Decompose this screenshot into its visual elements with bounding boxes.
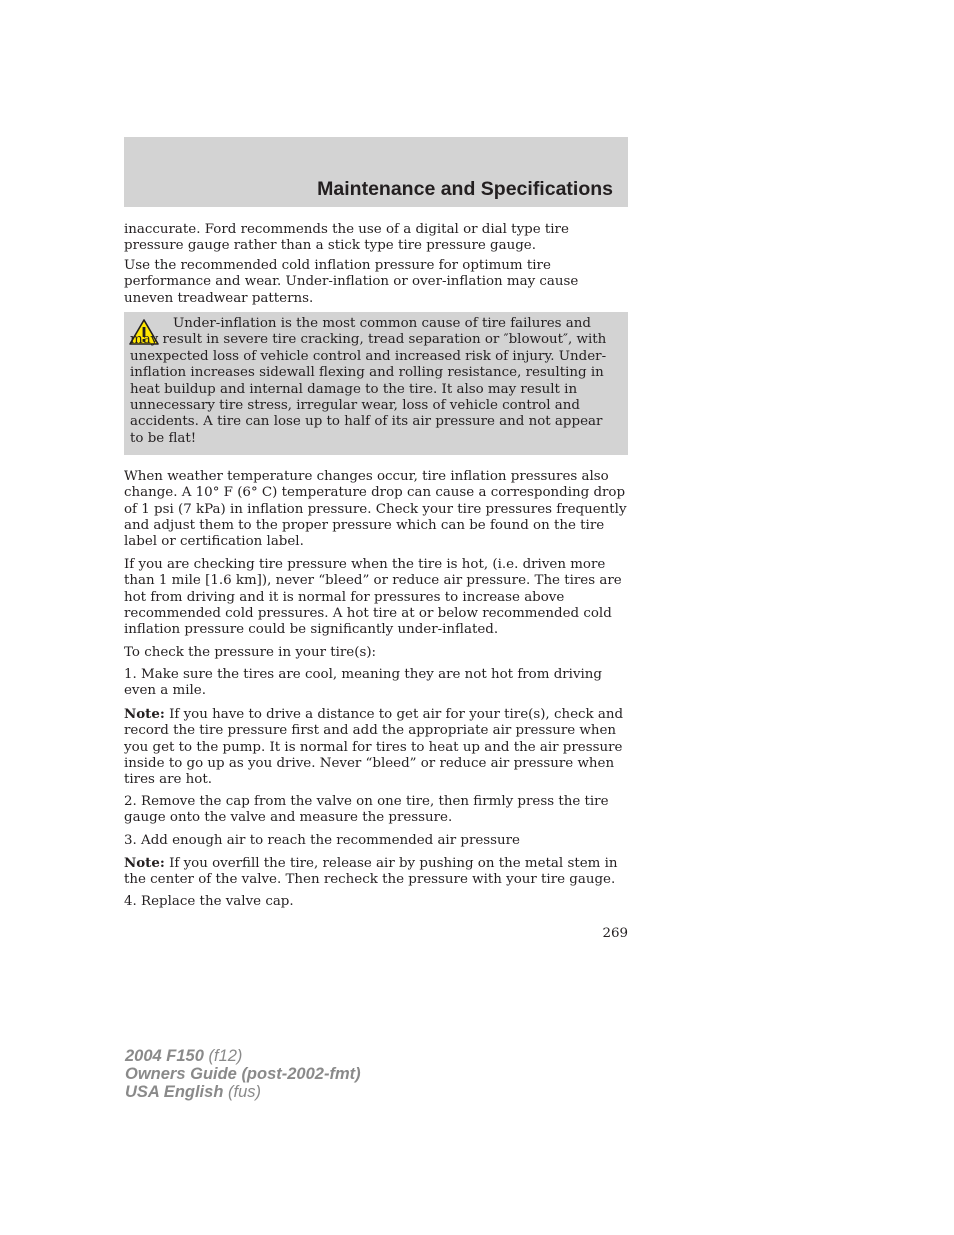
note-label: Note: <box>124 706 165 722</box>
note-text: If you overfill the tire, release air by pushing on the metal stem in the center of the valve. Then recheck the pressure with your tire gauge. <box>124 856 618 888</box>
paragraph-check-intro: To check the pressure in your tire(s): <box>124 645 377 660</box>
warning-message: Under-inflation is the most common cause of tire failures and may result in severe tire cracking, tread separation or ″blowout″, with unexpected loss of vehicle control and increased risk of injury. Under-inflation increases sidewall flexing and rolling resistance, resulting in heat buildup and internal damage to the tire. It also may result in unnecessary tire stress, irregular wear, loss of vehicle control and accidents. A tire can lose up to half of its air pressure and not appear to be flat! <box>130 316 607 446</box>
step-3: 3. Add enough air to reach the recommended air pressure <box>124 833 520 848</box>
paragraph-hot-tire: If you are checking tire pressure when the tire is hot, (i.e. driven more than 1 mile [1.6 km]), never “bleed” or reduce air pressure. The tires are hot from driving and it is normal for pressures to increase above recommended cold pressures. A hot tire at or below recommended cold inflation pressure could be significantly under-inflated. <box>124 557 622 638</box>
footer-model: 2004 F150 <box>125 1047 204 1065</box>
step-2: 2. Remove the cap from the valve on one tire, then firmly press the tire gauge onto the valve and measure the pressure. <box>124 794 609 826</box>
note-text: If you have to drive a distance to get air for your tire(s), check and record the tire pressure first and add the appropriate air pressure when you get to the pump. It is normal for tires to heat up and the air pressure inside to go up as you drive. Never “bleed” or reduce air pressure when tires are hot. <box>124 707 624 788</box>
footer-line-language <box>125 1083 361 1101</box>
section-title: Maintenance and Specifications <box>317 178 613 200</box>
document-footer <box>125 1047 361 1101</box>
note-overfill <box>124 855 628 889</box>
warning-box <box>124 312 628 455</box>
footer-model-code: (f12) <box>203 1047 243 1065</box>
footer-line-guide <box>125 1065 361 1083</box>
footer-line-model <box>125 1047 361 1065</box>
section-header-band <box>124 137 628 207</box>
step-1: 1. Make sure the tires are cool, meaning they are not hot from driving even a mile. <box>124 667 602 699</box>
footer-guide: Owners Guide (post-2002-fmt) <box>125 1065 361 1083</box>
warning-text <box>130 316 620 447</box>
note-label: Note: <box>124 855 165 871</box>
footer-language: USA English <box>125 1083 224 1101</box>
note-drive-distance <box>124 706 628 788</box>
page-number: 269 <box>602 926 628 941</box>
paragraph-temperature-change: When weather temperature changes occur, tire inflation pressures also change. A 10° F (6° C) temperature drop can cause a corresponding drop of 1 psi (7 kPa) in inflation pressure. Check your tire pressures frequently and adjust them to the proper pressure which can be found on the tire label or certification label. <box>124 469 627 550</box>
paragraph-gauge-recommendation: inaccurate. Ford recommends the use of a digital or dial type tire pressure gauge rather than a stick type tire pressure gauge. <box>124 222 569 254</box>
footer-language-code: (fus) <box>223 1083 261 1101</box>
step-4: 4. Replace the valve cap. <box>124 894 294 909</box>
paragraph-cold-inflation: Use the recommended cold inflation pressure for optimum tire performance and wear. Under-inflation or over-inflation may cause uneven treadwear patterns. <box>124 258 579 306</box>
